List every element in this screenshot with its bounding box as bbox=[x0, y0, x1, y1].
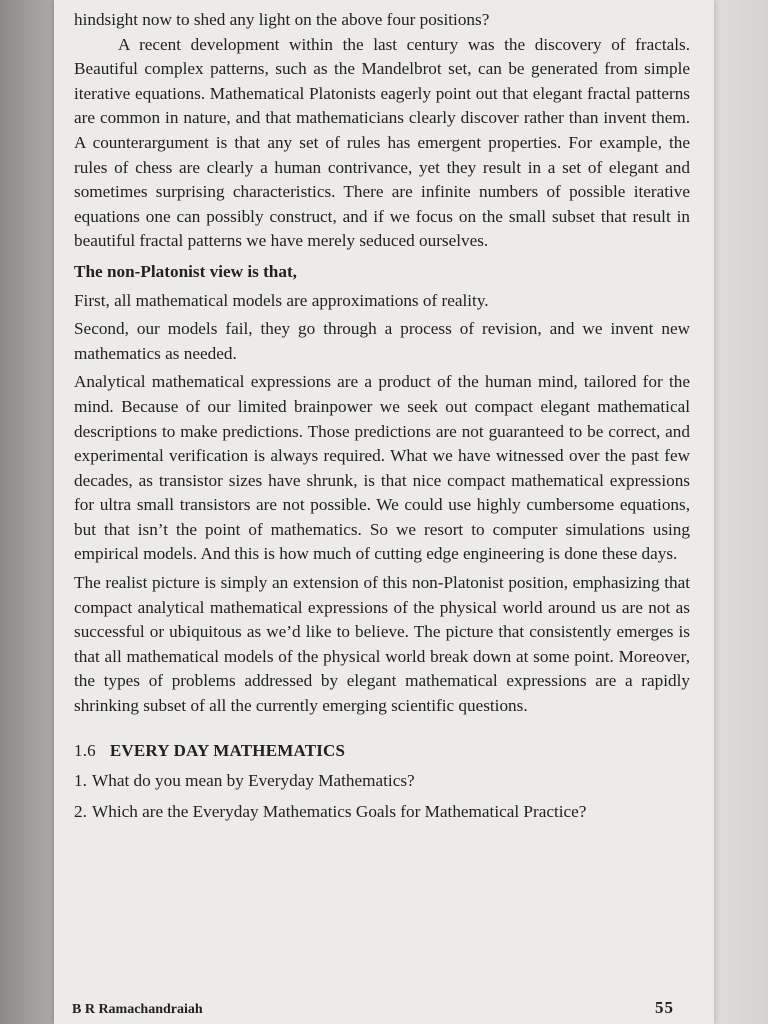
question-item bbox=[74, 769, 690, 794]
non-platonist-heading: The non-Platonist view is that, bbox=[74, 261, 297, 281]
section-title: EVERY DAY MATHEMATICS bbox=[109, 740, 346, 760]
page-footer bbox=[72, 998, 674, 1018]
section-heading bbox=[74, 739, 690, 764]
paragraph-realist: The realist picture is simply an extension of this non-Platonist position, emphasizing that compact analytical mathematical expressions of the physical world around us are not as successful or ubiquitous as we’d like to believe. The picture that consistently emerges is that all mathematical models of the physical world break down at some point. Moreover, the types of problems addressed by elegant mathematical expressions are a rapidly shrinking subset of all the currently emerging scientific questions. bbox=[74, 573, 690, 716]
paragraph-fractals: A recent development within the last century was the discovery of fractals. Beautiful complex patterns, such as the Mandelbrot set, can be generated from simple iterative equations. Mathematical Platonists eagerly point out that elegant fractal patterns are common in nature, and that mathematicians clearly discover rather than invent them. A counterargument is that any set of rules has emergent properties. For example, the rules of chess are clearly a human contrivance, yet they result in a set of elegant and sometimes surprising characteristics. There are infinite numbers of possible iterative equations one can possibly construct, and if we focus on the small subset that result in beautiful fractal patterns we have merely seduced ourselves. bbox=[74, 34, 690, 251]
question-text: Which are the Everyday Mathematics Goals for Mathematical Practice? bbox=[92, 801, 587, 821]
question-item bbox=[74, 800, 690, 825]
paragraph-analytical: Analytical mathematical expressions are a product of the human mind, tailored for the mind. Because of our limited brainpower we seek out compact elegant mathematical descriptions to make predictions. Those predictions are not guaranteed to be correct, and experimental verification is always required. What we have witnessed over the past few decades, as transistor sizes have shrunk, is that nice compact mathematical expressions for ultra small transistors are not possible. We could use highly cumbersome equations, but that isn’t the point of mathematics. So we resort to computer simulations using empirical models. And this is how much of cutting edge engineering is done these days. bbox=[74, 372, 690, 564]
page-number: 55 bbox=[655, 998, 674, 1017]
question-number: 1. bbox=[74, 771, 87, 791]
paragraph-second: Second, our models fail, they go through a process of revision, and we invent new mathematics as needed. bbox=[74, 319, 690, 363]
page-text bbox=[74, 8, 690, 824]
author-name: B R Ramachandraiah bbox=[72, 1002, 203, 1017]
paragraph-first: First, all mathematical models are approximations of reality. bbox=[74, 290, 489, 310]
question-number: 2. bbox=[74, 801, 87, 821]
paragraph-hindsight: hindsight now to shed any light on the above four positions? bbox=[74, 10, 490, 29]
question-text: What do you mean by Everyday Mathematics? bbox=[92, 771, 415, 791]
section-number: 1.6 bbox=[74, 740, 96, 760]
book-page bbox=[54, 0, 714, 1024]
